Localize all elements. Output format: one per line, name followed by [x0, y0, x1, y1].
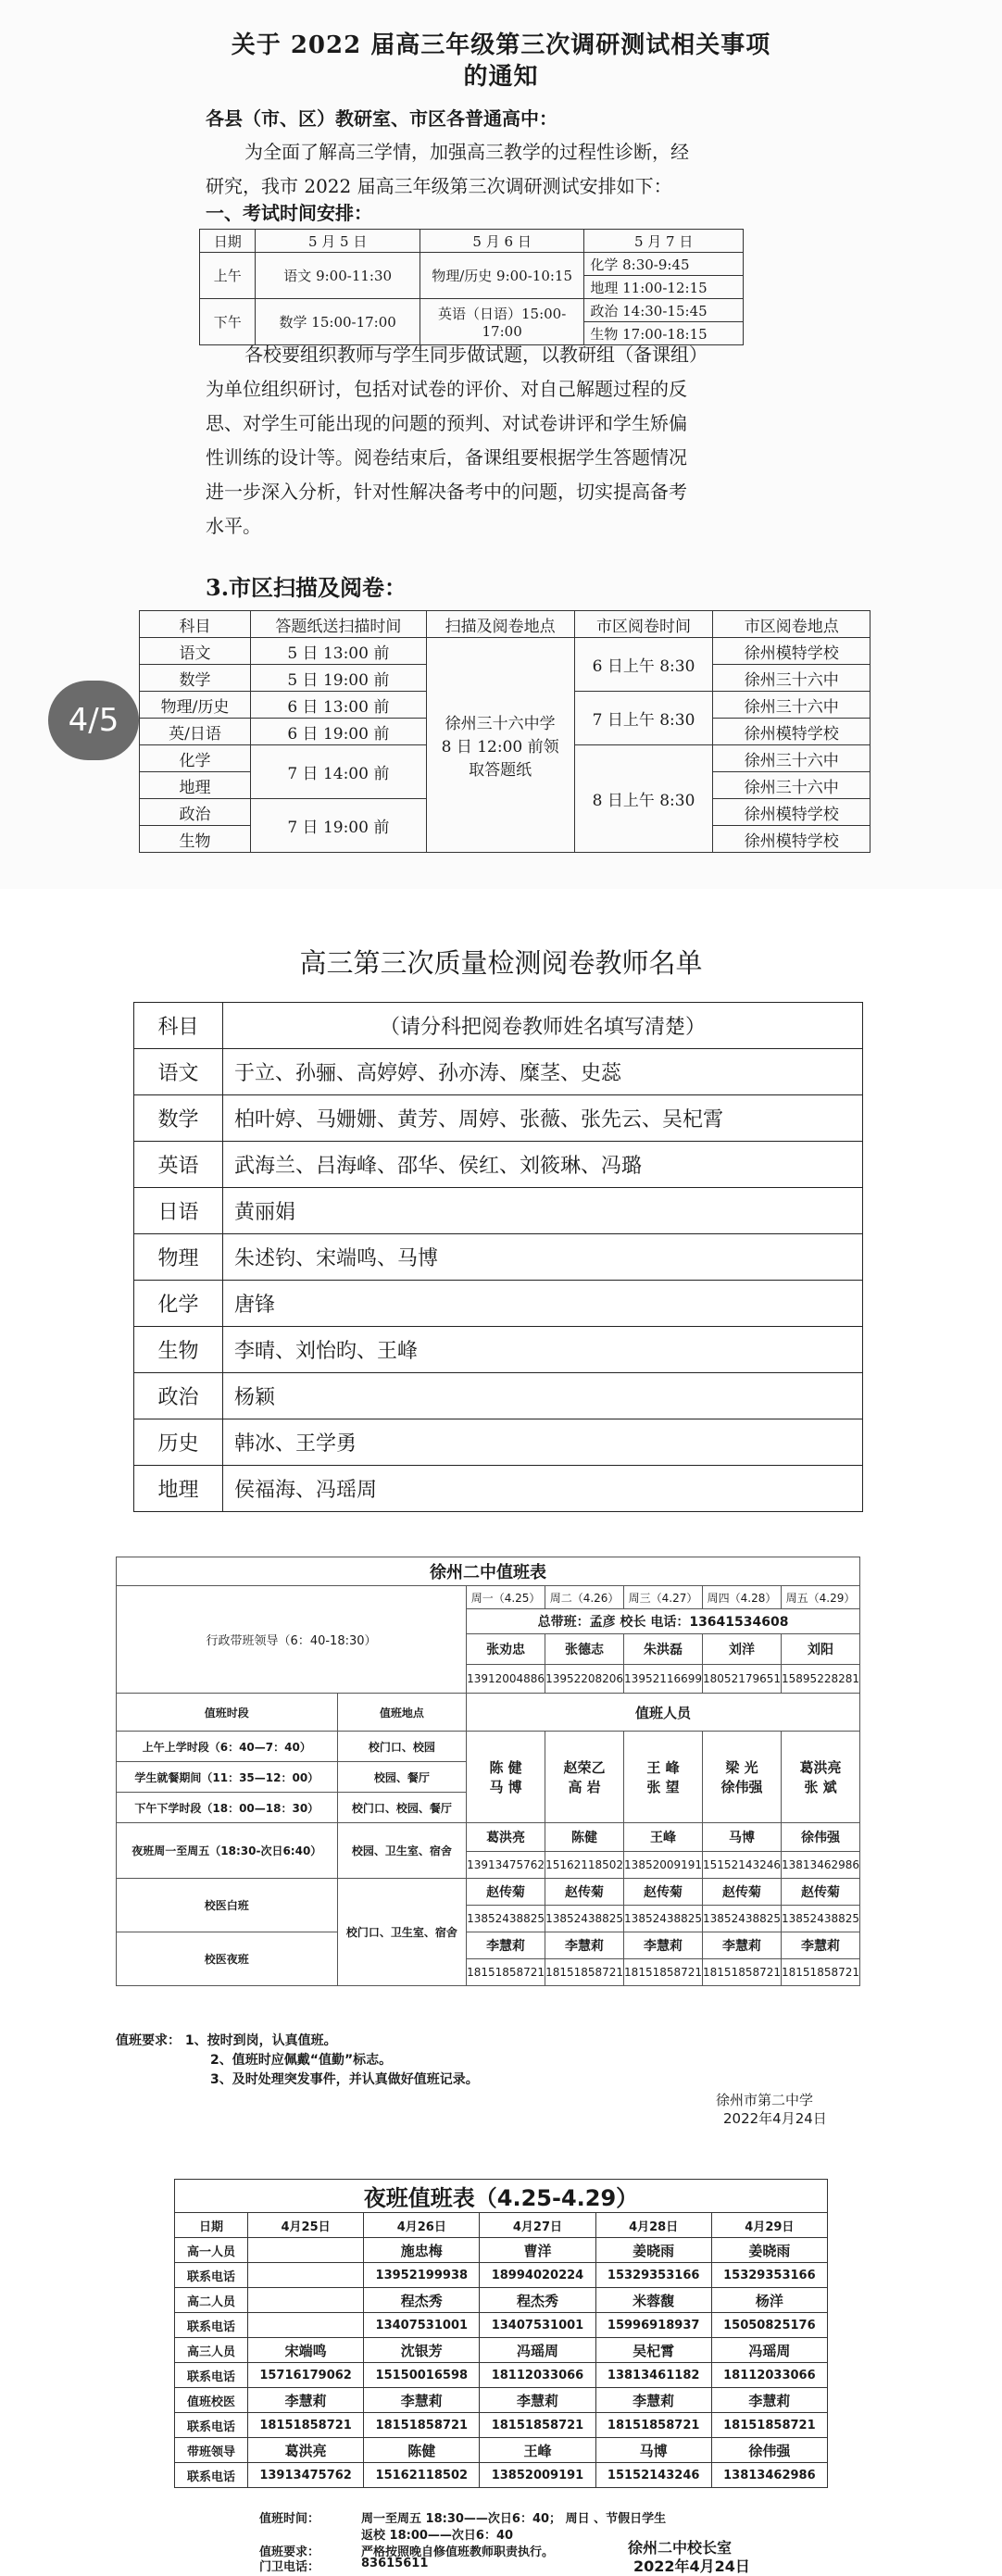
scan-header-location: 扫描及阅卷地点 — [426, 611, 574, 638]
night-cell: 15996918937 — [595, 2313, 711, 2338]
duty-leader: 朱洪磊 — [624, 1634, 703, 1665]
duty-schedule-page — [116, 1557, 860, 2131]
exam-pm-day3a: 政治 14:30-15:45 — [584, 299, 744, 322]
duty-footer-date: 2022年4月24日 — [723, 2110, 827, 2127]
night-cell: 沈银芳 — [364, 2338, 480, 2363]
teacher-names: 韩冰、王学勇 — [223, 1419, 863, 1466]
night-row-label: 高二人员 — [175, 2288, 248, 2313]
duty-doctor-day: 赵传菊 — [545, 1879, 624, 1906]
notice-addressee: 各县（市、区）教研室、市区各普通高中： — [206, 107, 557, 130]
exam-am-day2: 物理/历史 9:00-10:15 — [420, 253, 583, 299]
night-cell: 吴杞霄 — [595, 2338, 711, 2363]
scan-grading-place: 徐州模特学校 — [713, 719, 870, 745]
table-row — [134, 1466, 863, 1512]
night-req: 严格按照晚自修值班教师职责执行。 — [361, 2545, 555, 2559]
duty-period: 学生就餐期间（11：35—12：00） — [117, 1762, 338, 1793]
teacher-names: 柏叶婷、马姗姗、黄芳、周婷、张薇、张先云、吴杞霄 — [223, 1095, 863, 1142]
night-cell: 13913475762 — [248, 2463, 364, 2488]
scan-header-time: 市区阅卷时间 — [574, 611, 713, 638]
scan-grading-table — [139, 610, 870, 853]
para-line-1: 各校要组织教师与学生同步做试题，以教研组（备课组） — [244, 344, 708, 366]
duty-day: 周二（4.26） — [545, 1586, 624, 1609]
night-cell: 18151858721 — [248, 2413, 364, 2438]
exam-header-day3: 5 月 7 日 — [584, 230, 744, 253]
duty-day: 周五（4.29） — [782, 1586, 860, 1609]
duty-day-staff: 陈 健 马 博 — [467, 1732, 545, 1823]
duty-doctor-night-phone: 18151858721 — [467, 1959, 545, 1986]
teacher-subject: 日语 — [134, 1188, 223, 1234]
duty-night-phone: 15152143246 — [703, 1852, 782, 1879]
duty-leader-phone: 13952208206 — [545, 1665, 624, 1694]
table-row — [175, 2463, 828, 2488]
exam-am-label: 上午 — [200, 253, 256, 299]
duty-title: 徐州二中值班表 — [117, 1557, 860, 1586]
exam-am-day3b: 地理 11:00-12:15 — [584, 276, 744, 299]
night-cell: 15152143246 — [595, 2463, 711, 2488]
night-cell: 杨洋 — [711, 2288, 827, 2313]
night-cell: 13407531001 — [480, 2313, 595, 2338]
night-footer-org: 徐州二中校长室 — [628, 2539, 733, 2557]
section3-heading: 3.市区扫描及阅卷： — [206, 574, 407, 601]
duty-doctor-day: 赵传菊 — [467, 1879, 545, 1906]
teacher-subject: 生物 — [134, 1327, 223, 1373]
scan-subject: 生物 — [140, 826, 251, 853]
night-cell — [248, 2313, 364, 2338]
night-row-label: 联系电话 — [175, 2363, 248, 2388]
duty-doctor-day-phone: 13852438825 — [782, 1906, 860, 1932]
table-row — [175, 2238, 828, 2263]
table-row — [175, 2288, 828, 2313]
night-row-label: 高一人员 — [175, 2238, 248, 2263]
exam-pm-label: 下午 — [200, 299, 256, 345]
night-footer-date: 2022年4月24日 — [633, 2557, 750, 2575]
night-time-2: 返校 18:00——次日6：40 — [361, 2529, 514, 2543]
duty-doctor-day: 赵传菊 — [782, 1879, 860, 1906]
duty-day-staff: 王 峰 张 望 — [624, 1732, 703, 1823]
table-row — [134, 1373, 863, 1419]
night-cell: 18112033066 — [480, 2363, 595, 2388]
duty-schedule-table — [116, 1557, 860, 1986]
night-date: 4月25日 — [248, 2213, 364, 2238]
teacher-subject: 政治 — [134, 1373, 223, 1419]
night-time-label: 值班时间： — [259, 2512, 320, 2526]
teacher-names: 李晴、刘怡昀、王峰 — [223, 1327, 863, 1373]
teacher-subject: 历史 — [134, 1419, 223, 1466]
night-row-label: 带班领导 — [175, 2438, 248, 2463]
scan-subject: 英/日语 — [140, 719, 251, 745]
table-row — [175, 2363, 828, 2388]
night-cell — [248, 2288, 364, 2313]
duty-campus-place: 校门口、卫生室、宿舍 — [337, 1879, 467, 1986]
duty-campus-night: 校医夜班 — [117, 1932, 338, 1986]
duty-doctor-night: 李慧莉 — [703, 1932, 782, 1959]
table-row — [175, 2388, 828, 2413]
duty-day: 周一（4.25） — [467, 1586, 545, 1609]
teacher-list-title: 高三第三次质量检测阅卷教师名单 — [299, 947, 703, 979]
scan-grading-time: 8 日上午 8:30 — [574, 745, 713, 853]
duty-doctor-day: 赵传菊 — [624, 1879, 703, 1906]
scan-subject: 地理 — [140, 772, 251, 799]
scan-subject: 数学 — [140, 665, 251, 692]
night-cell: 18151858721 — [480, 2413, 595, 2438]
duty-doctor-night: 李慧莉 — [467, 1932, 545, 1959]
night-title: 夜班值班表（4.25-4.29） — [175, 2180, 828, 2213]
scan-send-time: 7 日 19:00 前 — [251, 799, 427, 853]
table-row — [134, 1142, 863, 1188]
night-row-label: 联系电话 — [175, 2413, 248, 2438]
duty-doctor-night-phone: 18151858721 — [782, 1959, 860, 1986]
night-date: 4月26日 — [364, 2213, 480, 2238]
scan-location — [426, 638, 574, 853]
scan-grading-place: 徐州三十六中 — [713, 745, 870, 772]
exam-schedule-table — [199, 229, 744, 345]
scan-location-line3: 取答题纸 — [469, 761, 532, 780]
duty-col-staff: 值班人员 — [467, 1694, 860, 1732]
duty-general-leader: 总带班：孟彦 校长 电话：13641534608 — [467, 1609, 860, 1634]
duty-doctor-day-phone: 13852438825 — [703, 1906, 782, 1932]
night-phone: 83615611 — [361, 2557, 429, 2570]
night-cell: 程杰秀 — [480, 2288, 595, 2313]
night-cell: 米蓉馥 — [595, 2288, 711, 2313]
exam-header-day1: 5 月 5 日 — [256, 230, 420, 253]
night-cell: 18151858721 — [595, 2413, 711, 2438]
night-cell: 程杰秀 — [364, 2288, 480, 2313]
scan-location-line2: 8 日 12:00 前领 — [441, 738, 559, 757]
duty-day: 周三（4.27） — [624, 1586, 703, 1609]
night-duty-table — [174, 2179, 828, 2488]
duty-leader: 张劝忠 — [467, 1634, 545, 1665]
night-cell: 15329353166 — [711, 2263, 827, 2288]
scan-send-time: 5 日 19:00 前 — [251, 665, 427, 692]
teacher-names: 朱述钧、宋端鸣、马博 — [223, 1234, 863, 1281]
duty-doctor-day-phone: 13852438825 — [624, 1906, 703, 1932]
scan-grading-place: 徐州三十六中 — [713, 665, 870, 692]
teacher-names: 武海兰、吕海峰、邵华、侯红、刘筱琳、冯璐 — [223, 1142, 863, 1188]
night-cell: 18994020224 — [480, 2263, 595, 2288]
notice-intro-line1: 为全面了解高三学情，加强高三教学的过程性诊断，经 — [244, 141, 689, 163]
duty-night-staff: 王峰 — [624, 1823, 703, 1852]
scan-grading-time: 7 日上午 8:30 — [574, 692, 713, 745]
teacher-subject: 语文 — [134, 1049, 223, 1095]
teacher-names: 于立、孙骊、高婷婷、孙亦涛、糜茎、史蕊 — [223, 1049, 863, 1095]
night-date: 4月28日 — [595, 2213, 711, 2238]
night-cell: 姜晓雨 — [711, 2238, 827, 2263]
night-cell: 姜晓雨 — [595, 2238, 711, 2263]
duty-night-period: 夜班周一至周五（18:30-次日6:40） — [117, 1823, 338, 1879]
night-cell: 宋端鸣 — [248, 2338, 364, 2363]
duty-night-phone: 13852009191 — [624, 1852, 703, 1879]
night-cell: 13813462986 — [711, 2463, 827, 2488]
scan-subject: 语文 — [140, 638, 251, 665]
duty-leader: 刘洋 — [703, 1634, 782, 1665]
exam-pm-day1: 数学 15:00-17:00 — [256, 299, 420, 345]
night-cell: 施忠梅 — [364, 2238, 480, 2263]
night-col-date: 日期 — [175, 2213, 248, 2238]
duty-day-staff: 赵荣乙 高 岩 — [545, 1732, 624, 1823]
duty-doctor-night-phone: 18151858721 — [624, 1959, 703, 1986]
night-cell: 18151858721 — [711, 2413, 827, 2438]
duty-doctor-night: 李慧莉 — [545, 1932, 624, 1959]
notice-intro-line2: 研究，我市 2022 届高三年级第三次调研测试安排如下： — [206, 175, 672, 197]
night-cell: 李慧莉 — [364, 2388, 480, 2413]
scan-subject: 政治 — [140, 799, 251, 826]
night-cell: 15162118502 — [364, 2463, 480, 2488]
night-cell: 王峰 — [480, 2438, 595, 2463]
para-line-3: 思、对学生可能出现的问题的预判、对试卷讲评和学生矫偏 — [206, 412, 687, 434]
night-cell: 18151858721 — [364, 2413, 480, 2438]
night-cell: 18112033066 — [711, 2363, 827, 2388]
duty-night-phone: 13813462986 — [782, 1852, 860, 1879]
notice-title-line2: 的通知 — [463, 63, 539, 91]
duty-leader: 张德志 — [545, 1634, 624, 1665]
duty-place: 校园、餐厅 — [337, 1762, 467, 1793]
scan-subject: 化学 — [140, 745, 251, 772]
para-line-6: 水平。 — [206, 515, 261, 537]
teacher-names: 侯福海、冯瑶周 — [223, 1466, 863, 1512]
night-cell: 陈健 — [364, 2438, 480, 2463]
section1-heading: 一、考试时间安排： — [206, 202, 372, 224]
scan-grading-place: 徐州模特学校 — [713, 799, 870, 826]
night-cell: 15716179062 — [248, 2363, 364, 2388]
duty-period: 下午下学时段（18：00—18：30） — [117, 1793, 338, 1823]
notice-page — [0, 0, 1002, 889]
duty-leader-phone: 18052179651 — [703, 1665, 782, 1694]
night-cell: 冯瑶周 — [480, 2338, 595, 2363]
teacher-names: 杨颖 — [223, 1373, 863, 1419]
duty-doctor-night-phone: 18151858721 — [703, 1959, 782, 1986]
night-row-label: 联系电话 — [175, 2463, 248, 2488]
night-cell: 15329353166 — [595, 2263, 711, 2288]
table-row — [134, 1327, 863, 1373]
night-cell: 曹洋 — [480, 2238, 595, 2263]
night-cell: 13407531001 — [364, 2313, 480, 2338]
duty-place: 校门口、校园 — [337, 1732, 467, 1762]
teacher-subject: 数学 — [134, 1095, 223, 1142]
exam-am-day1: 语文 9:00-11:30 — [256, 253, 420, 299]
night-req-label: 值班要求： — [259, 2545, 320, 2559]
duty-place: 校门口、校园、餐厅 — [337, 1793, 467, 1823]
duty-day-staff: 梁 光 徐伟强 — [703, 1732, 782, 1823]
night-cell — [248, 2238, 364, 2263]
table-row — [175, 2438, 828, 2463]
night-row-label: 联系电话 — [175, 2263, 248, 2288]
night-time-1: 周一至周五 18:30——次日6：40； 周日 、节假日学生 — [361, 2512, 667, 2526]
table-row — [134, 1281, 863, 1327]
duty-doctor-night-phone: 18151858721 — [545, 1959, 624, 1986]
night-row-label: 高三人员 — [175, 2338, 248, 2363]
duty-night-staff: 马博 — [703, 1823, 782, 1852]
night-date: 4月27日 — [480, 2213, 595, 2238]
duty-night-staff: 徐伟强 — [782, 1823, 860, 1852]
scan-grading-place: 徐州模特学校 — [713, 638, 870, 665]
night-row-label: 值班校医 — [175, 2388, 248, 2413]
duty-doctor-day-phone: 13852438825 — [467, 1906, 545, 1932]
teacher-names: 唐锋 — [223, 1281, 863, 1327]
night-duty-page — [174, 2179, 828, 2575]
night-phone-label: 门卫电话： — [259, 2560, 320, 2574]
duty-night-staff: 陈健 — [545, 1823, 624, 1852]
night-cell: 李慧莉 — [480, 2388, 595, 2413]
night-cell: 15150016598 — [364, 2363, 480, 2388]
exam-header-day2: 5 月 6 日 — [420, 230, 583, 253]
teacher-list-table — [133, 1002, 863, 1512]
night-cell: 13852009191 — [480, 2463, 595, 2488]
duty-req-1: 值班要求： 1、按时到岗，认真值班。 — [116, 2033, 337, 2048]
teacher-header-subject: 科目 — [134, 1003, 223, 1049]
exam-pm-day2: 英语（日语）15:00-17:00 — [420, 299, 583, 345]
duty-period: 上午上学时段（6：40—7：40） — [117, 1732, 338, 1762]
exam-pm-day3b: 生物 17:00-18:15 — [584, 322, 744, 345]
scan-grading-place: 徐州模特学校 — [713, 826, 870, 853]
night-cell — [248, 2263, 364, 2288]
scan-header-subject: 科目 — [140, 611, 251, 638]
night-cell: 葛洪亮 — [248, 2438, 364, 2463]
table-row — [134, 1095, 863, 1142]
table-row — [134, 1419, 863, 1466]
scan-header-place: 市区阅卷地点 — [713, 611, 870, 638]
teacher-subject: 英语 — [134, 1142, 223, 1188]
night-cell: 冯瑶周 — [711, 2338, 827, 2363]
duty-doctor-night: 李慧莉 — [624, 1932, 703, 1959]
table-row — [175, 2263, 828, 2288]
night-cell: 李慧莉 — [711, 2388, 827, 2413]
duty-req-3: 3、及时处理突发事件，并认真做好值班记录。 — [210, 2072, 479, 2087]
night-cell: 15050825176 — [711, 2313, 827, 2338]
duty-day-staff: 葛洪亮 张 斌 — [782, 1732, 860, 1823]
night-cell: 13952199938 — [364, 2263, 480, 2288]
night-cell: 13813461182 — [595, 2363, 711, 2388]
scan-send-time: 5 日 13:00 前 — [251, 638, 427, 665]
para-line-4: 性训练的设计等。阅卷结束后，备课组要根据学生答题情况 — [206, 446, 687, 469]
teacher-names: 黄丽娟 — [223, 1188, 863, 1234]
duty-req-2: 2、值班时应佩戴“值勤”标志。 — [210, 2053, 393, 2068]
table-row — [175, 2413, 828, 2438]
night-date: 4月29日 — [711, 2213, 827, 2238]
night-cell: 李慧莉 — [595, 2388, 711, 2413]
duty-leader-phone: 13912004886 — [467, 1665, 545, 1694]
duty-leader-phone: 13952116699 — [624, 1665, 703, 1694]
scan-grading-place: 徐州三十六中 — [713, 692, 870, 719]
duty-footer-org: 徐州市第二中学 — [716, 2092, 814, 2108]
table-row — [134, 1188, 863, 1234]
duty-night-staff: 葛洪亮 — [467, 1823, 545, 1852]
teacher-subject: 化学 — [134, 1281, 223, 1327]
teacher-header-names: （请分科把阅卷教师姓名填写清楚） — [223, 1003, 863, 1049]
duty-night-phone: 15162118502 — [545, 1852, 624, 1879]
notice-title-line1: 关于 2022 届高三年级第三次调研测试相关事项 — [231, 31, 771, 59]
page-counter-badge[interactable]: 4/5 — [48, 681, 139, 760]
night-cell: 李慧莉 — [248, 2388, 364, 2413]
teacher-subject: 地理 — [134, 1466, 223, 1512]
duty-night-phone: 13913475762 — [467, 1852, 545, 1879]
duty-doctor-day: 赵传菊 — [703, 1879, 782, 1906]
scan-send-time: 7 日 14:00 前 — [251, 745, 427, 799]
table-row — [134, 1049, 863, 1095]
scan-send-time: 6 日 19:00 前 — [251, 719, 427, 745]
scan-location-line1: 徐州三十六中学 — [445, 715, 556, 733]
table-row — [175, 2313, 828, 2338]
night-cell: 徐伟强 — [711, 2438, 827, 2463]
duty-doctor-day-phone: 13852438825 — [545, 1906, 624, 1932]
night-row-label: 联系电话 — [175, 2313, 248, 2338]
night-cell: 马博 — [595, 2438, 711, 2463]
duty-col-place: 值班地点 — [337, 1694, 467, 1732]
teacher-list-page — [0, 900, 1002, 1511]
duty-col-period: 值班时段 — [117, 1694, 338, 1732]
duty-leader-phone: 15895228281 — [782, 1665, 860, 1694]
exam-header-date: 日期 — [200, 230, 256, 253]
scan-grading-place: 徐州三十六中 — [713, 772, 870, 799]
duty-leader: 刘阳 — [782, 1634, 860, 1665]
scan-subject: 物理/历史 — [140, 692, 251, 719]
duty-doctor-night: 李慧莉 — [782, 1932, 860, 1959]
duty-admin-label: 行政带班领导（6：40-18:30） — [117, 1586, 467, 1694]
scan-grading-time: 6 日上午 8:30 — [574, 638, 713, 692]
teacher-subject: 物理 — [134, 1234, 223, 1281]
table-row — [134, 1234, 863, 1281]
duty-campus-day: 校医白班 — [117, 1879, 338, 1932]
scan-send-time: 6 日 13:00 前 — [251, 692, 427, 719]
duty-night-place: 校园、卫生室、宿舍 — [337, 1823, 467, 1879]
scan-header-send: 答题纸送扫描时间 — [251, 611, 427, 638]
exam-am-day3a: 化学 8:30-9:45 — [584, 253, 744, 276]
table-row — [175, 2338, 828, 2363]
para-line-5: 进一步深入分析，针对性解决备考中的问题，切实提高备考 — [206, 481, 687, 503]
duty-day: 周四（4.28） — [703, 1586, 782, 1609]
para-line-2: 为单位组织研讨，包括对试卷的评价、对自己解题过程的反 — [206, 378, 687, 400]
